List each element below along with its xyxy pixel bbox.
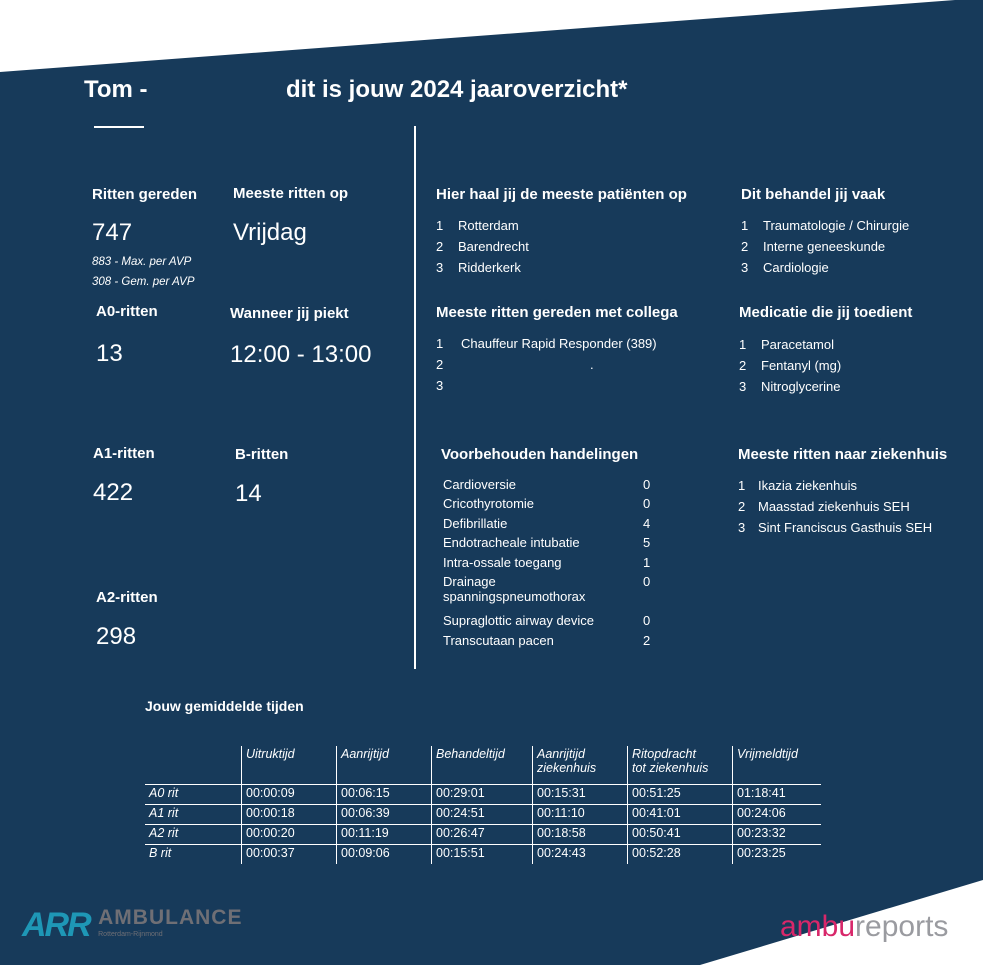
list-item: 3 Sint Franciscus Gasthuis SEH [738,520,933,535]
gem-note: 308 - Gem. per AVP [92,276,195,288]
col-header: Aanrijtijd [337,746,432,785]
patients-list [436,215,529,278]
col-header: Ritopdracht tot ziekenhuis [628,746,733,785]
meds-title: Medicatie die jij toedient [739,304,913,321]
cell: 00:11:19 [337,825,432,845]
cell: 00:52:28 [628,845,733,865]
list-item: 2 Maasstad ziekenhuis SEH [738,499,910,514]
ritten-value: 747 [92,219,133,246]
max-note: 883 - Max. per AVP [92,256,192,268]
col-header: Uitruktijd [242,746,337,785]
cell: 00:50:41 [628,825,733,845]
b-label: B-ritten [235,446,289,463]
a1-label: A1-ritten [93,445,155,462]
cell: 00:15:51 [432,845,533,865]
meeste-value: Vrijdag [233,219,307,246]
ritten-label: Ritten gereden [92,186,198,203]
table-row [145,785,821,805]
col-header: Behandeltijd [432,746,533,785]
patients-title: Hier haal jij de meeste patiënten op [436,186,687,203]
hospitals-list [738,475,932,538]
list-item: Cardioversie 0 [443,477,651,492]
row-label: B rit [145,845,242,865]
ambu-word: ambu [780,910,856,943]
row-label: A2 rit [145,825,242,845]
cell: 00:11:10 [533,805,628,825]
list-item: 1 Chauffeur Rapid Responder (389) [436,336,657,351]
col-header: Vrijmeldtijd [733,746,822,785]
procedures-title: Voorbehouden handelingen [441,446,639,463]
piek-value: 12:00 - 13:00 [230,341,372,368]
cell: 00:29:01 [432,785,533,805]
list-item: Transcutaan pacen 2 [443,633,651,648]
cell: 00:23:25 [733,845,822,865]
a0-value: 13 [96,340,123,367]
table-row [145,805,821,825]
a0-label: A0-ritten [96,303,158,320]
page-title: dit is jouw 2024 jaaroverzicht* [286,76,628,103]
b-value: 14 [235,480,262,507]
a2-value: 298 [96,623,137,650]
cell: 00:24:51 [432,805,533,825]
list-item: Endotracheale intubatie 5 [443,535,651,550]
arr-logo-word: AMBULANCE [98,906,243,929]
table-header-row [145,746,821,785]
row-label: A0 rit [145,785,242,805]
table-row [145,845,821,865]
cell: 00:15:31 [533,785,628,805]
cell: 00:24:43 [533,845,628,865]
list-item: 2 . [436,357,594,372]
cell: 00:06:39 [337,805,432,825]
meds-list [739,334,841,397]
list-item: 1 Rotterdam [436,218,519,233]
list-item: 3 Ridderkerk [436,260,521,275]
meeste-label: Meeste ritten op [233,185,349,202]
list-item: Intra-ossale toegang 1 [443,555,651,570]
hospitals-title: Meeste ritten naar ziekenhuis [738,446,948,463]
table-row [145,825,821,845]
piek-label: Wanneer jij piekt [230,305,349,322]
a2-label: A2-ritten [96,589,158,606]
cell: 00:00:20 [242,825,337,845]
colleague-title: Meeste ritten gereden met collega [436,304,678,321]
times-title: Jouw gemiddelde tijden [145,698,304,714]
list-item: 1 Paracetamol [739,337,834,352]
cell: 01:18:41 [733,785,822,805]
ambureports-logo [780,910,948,944]
list-item: Drainage 0 spanningspneumothorax [443,574,651,604]
cell: 00:41:01 [628,805,733,825]
list-item: Defibrillatie 4 [443,516,651,531]
list-item: 1 Traumatologie / Chirurgie [741,218,910,233]
cell: 00:06:15 [337,785,432,805]
procedures-list [443,477,673,657]
list-item: 3 Cardiologie [741,260,829,275]
cell: 00:51:25 [628,785,733,805]
cell: 00:18:58 [533,825,628,845]
corner-cell [145,746,242,785]
list-item: Cricothyrotomie 0 [443,496,651,511]
cell: 00:00:18 [242,805,337,825]
reports-word: reports [855,910,949,943]
arr-logo-mark: ARR [22,906,90,944]
treat-title: Dit behandel jij vaak [741,186,886,203]
list-item: 2 Barendrecht [436,239,529,254]
cell: 00:23:32 [733,825,822,845]
arr-ambulance-logo [22,906,242,945]
a1-value: 422 [93,479,134,506]
list-item: 1 Ikazia ziekenhuis [738,478,857,493]
cell: 00:24:06 [733,805,822,825]
list-item: Supraglottic airway device 0 [443,613,651,628]
list-item: 3 Nitroglycerine [739,379,841,394]
treat-list [741,215,909,278]
cell: 00:00:37 [242,845,337,865]
cell: 00:00:09 [242,785,337,805]
user-name: Tom - [84,76,148,103]
cell: 00:09:06 [337,845,432,865]
row-label: A1 rit [145,805,242,825]
cell: 00:26:47 [432,825,533,845]
arr-logo-sub: Rotterdam-Rijnmond [98,931,163,938]
list-item: 3 [436,378,444,393]
colleague-list [436,333,657,396]
times-table [145,746,821,864]
list-item: 2 Interne geneeskunde [741,239,886,254]
col-header: Aanrijtijd ziekenhuis [533,746,628,785]
list-item: 2 Fentanyl (mg) [739,358,842,373]
